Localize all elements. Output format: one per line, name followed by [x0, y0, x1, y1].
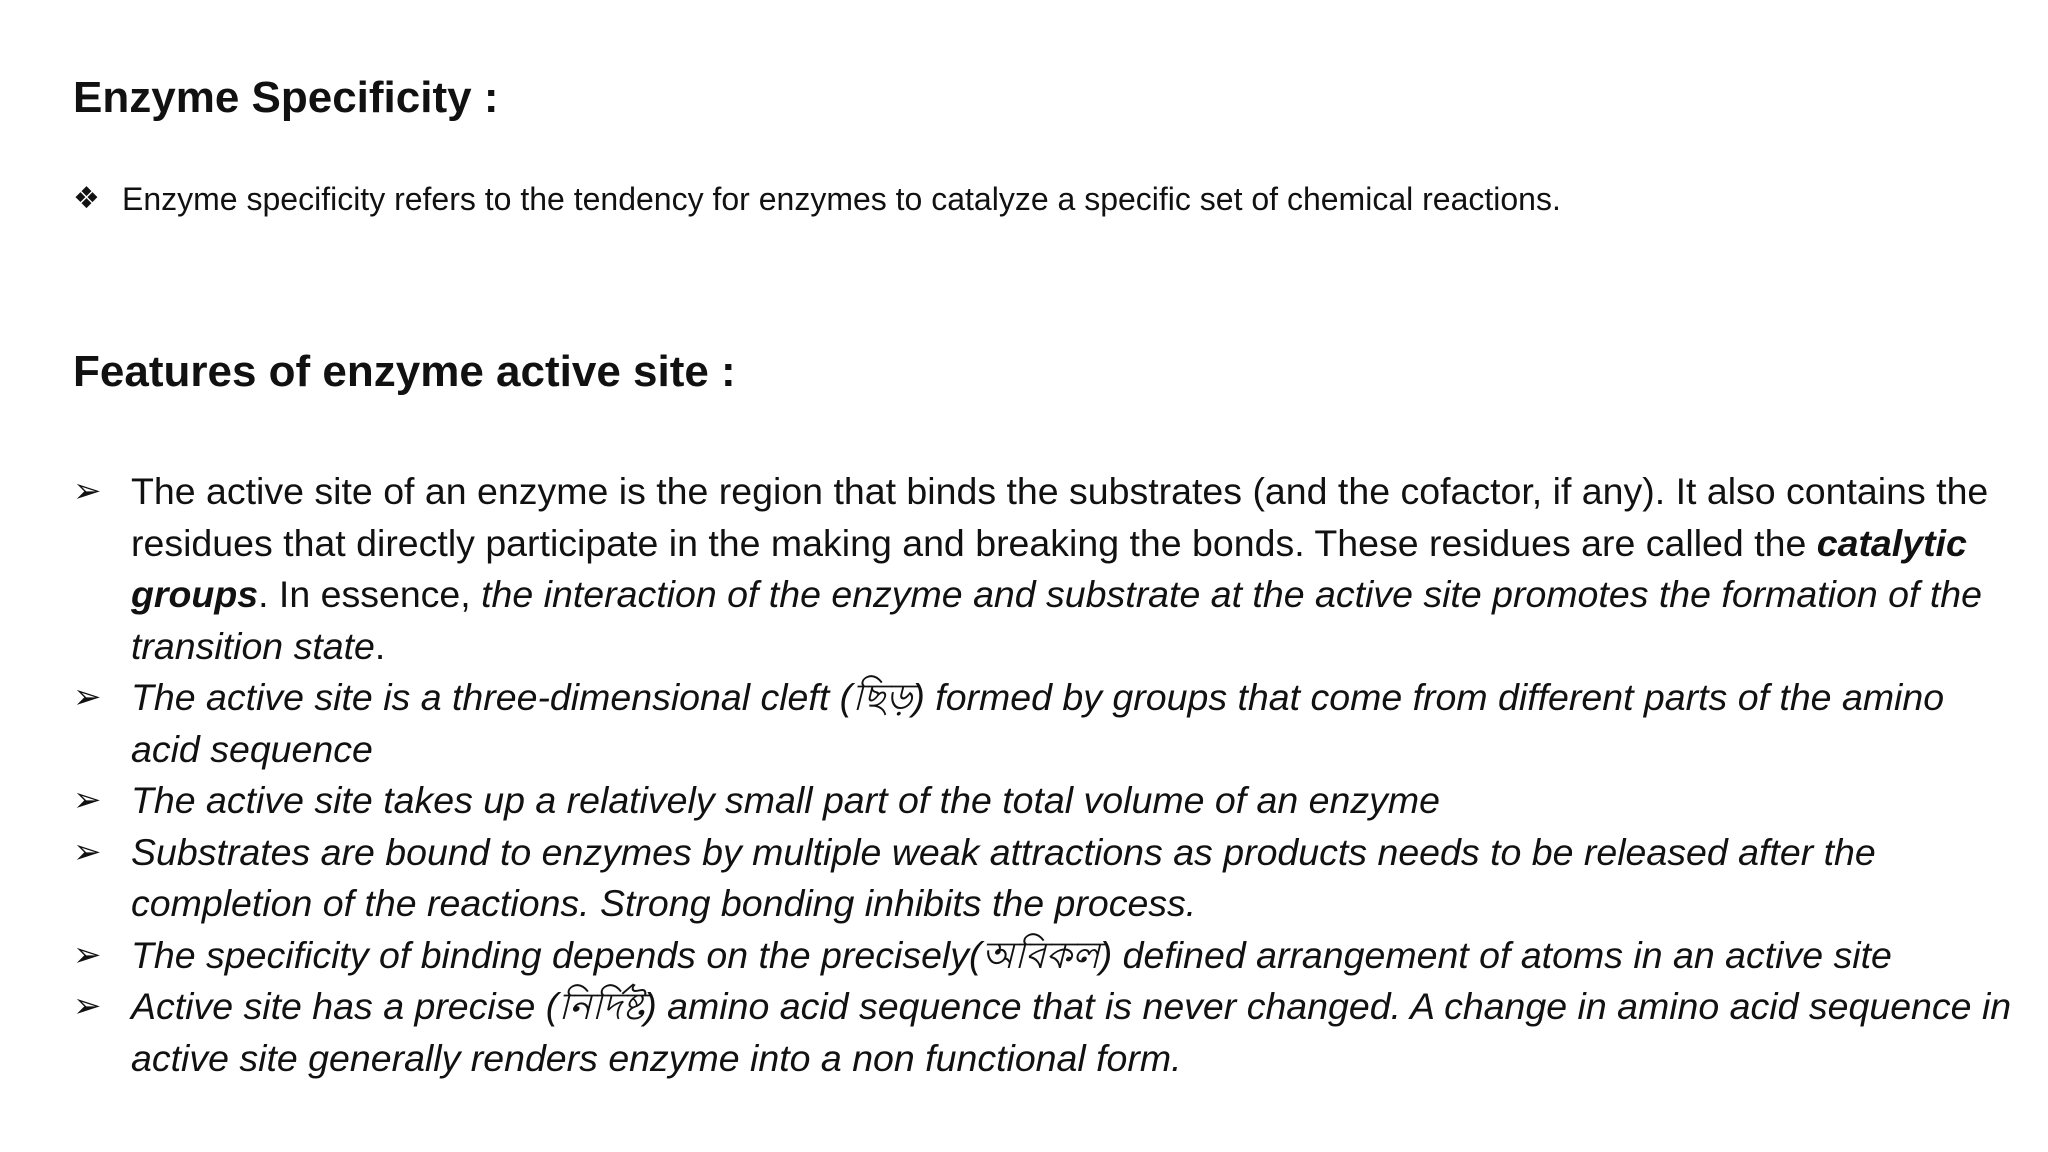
feature-text: The active site takes up a relatively small part of the total volume of an enzyme [131, 779, 1440, 821]
feature-text: The active site is a three-dimensional cleft (ছিড়) formed by groups that come from different parts of the amino acid sequence [131, 676, 1945, 770]
intro-text: Enzyme specificity refers to the tendency for enzymes to catalyze a specific set of chemical reactions. [122, 181, 1561, 217]
feature-text-part: . In essence, [258, 573, 482, 615]
feature-text-part: The active site of an enzyme is the region that binds the substrates (and the cofactor, if any). It also contains the residues that directly participate in the making and breaking the bonds. These residues are called the [131, 470, 1989, 564]
list-item [73, 930, 2013, 982]
section-title: Features of enzyme active site : [73, 347, 736, 396]
arrow-bullet-icon: ➢ [73, 781, 102, 819]
list-item [73, 672, 2013, 775]
arrow-bullet-icon: ➢ [73, 678, 102, 716]
feature-text [131, 466, 2013, 672]
feature-text-part: . [374, 624, 386, 667]
feature-text: The specificity of binding depends on the precisely(অবিকল) defined arrangement of atoms in an active site [131, 933, 1892, 976]
feature-text: Substrates are bound to enzymes by multiple weak attractions as products needs to be released after the completion of the reactions. Strong bonding inhibits the process. [131, 830, 1876, 924]
list-item [73, 981, 2013, 1084]
feature-text-italic: the interaction of the enzyme and substrate at the active site promotes the formation of the transition state [131, 573, 1982, 667]
feature-text: Active site has a precise (নির্দিষ্ট) amino acid sequence that is never changed. A change in amino acid sequence in active site generally renders enzyme into a non functional form. [131, 985, 2012, 1079]
diamond-bullet-icon: ❖ [73, 182, 100, 215]
arrow-bullet-icon: ➢ [73, 935, 102, 974]
arrow-bullet-icon: ➢ [73, 832, 102, 871]
list-item [73, 775, 2013, 827]
intro-bullet-item [73, 177, 1561, 221]
arrow-bullet-icon: ➢ [73, 987, 102, 1025]
arrow-bullet-icon: ➢ [73, 472, 102, 510]
slide-title: Enzyme Specificity : [73, 73, 499, 122]
catalytic-groups-term: catalytic groups [131, 521, 1967, 615]
feature-list [73, 466, 2013, 1084]
list-item [73, 466, 2013, 672]
list-item [73, 827, 2013, 930]
